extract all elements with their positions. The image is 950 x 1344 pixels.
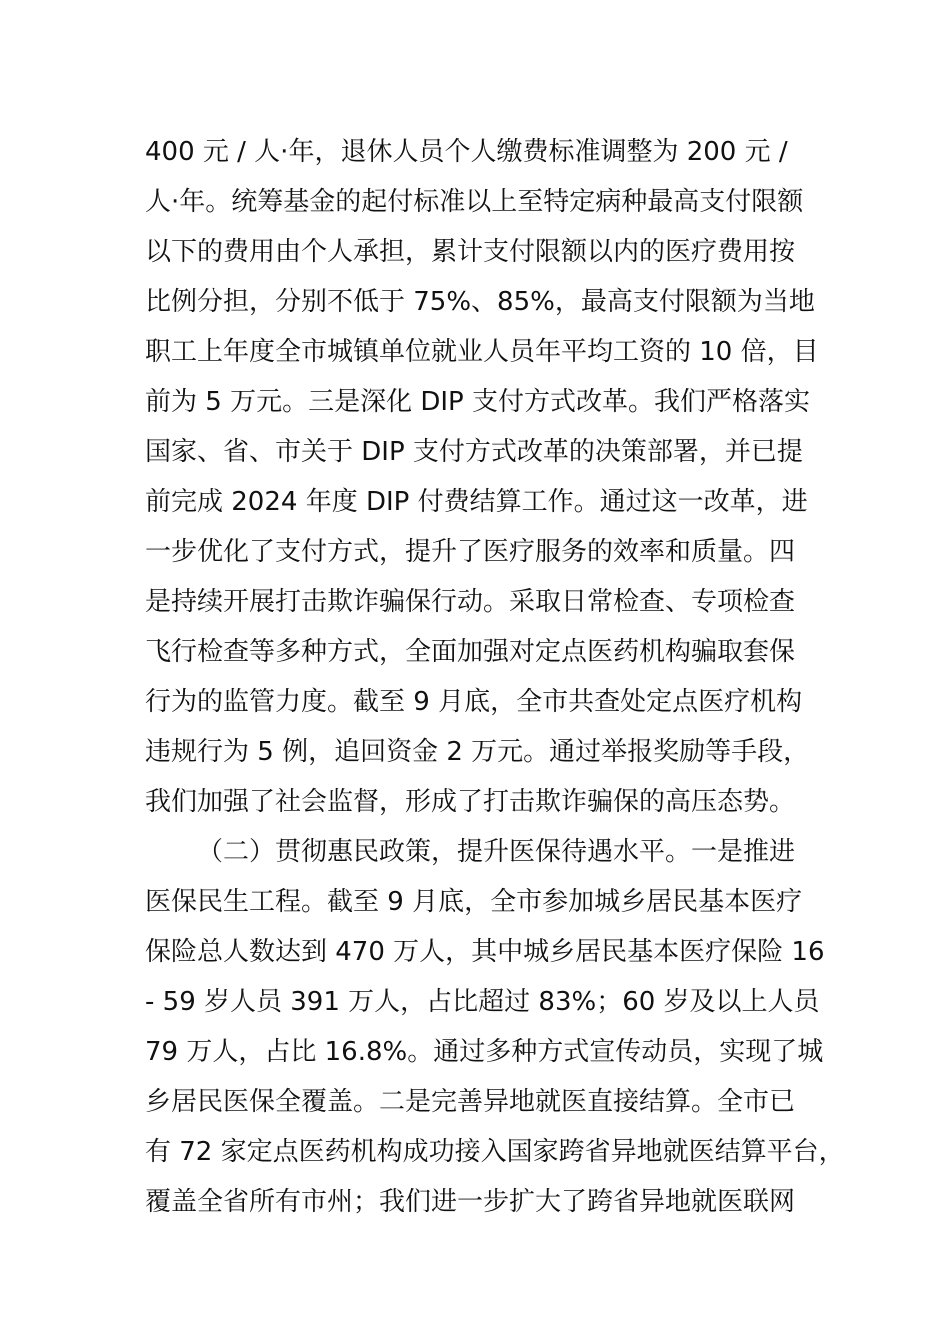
text-line: 乡居民医保全覆盖。二是完善异地就医直接结算。全市已 xyxy=(145,1087,796,1117)
text-line: 400 元 / 人·年，退休人员个人缴费标准调整为 200 元 / xyxy=(145,137,788,167)
text-line: 行为的监管力度。截至 9 月底，全市共查处定点医疗机构 xyxy=(145,687,803,717)
text-line: 人·年。统筹基金的起付标准以上至特定病种最高支付限额 xyxy=(145,187,804,217)
text-line: 是持续开展打击欺诈骗保行动。采取日常检查、专项检查 xyxy=(145,587,796,617)
text-line: 我们加强了社会监督，形成了打击欺诈骗保的高压态势。 xyxy=(145,787,796,817)
text-line: 医保民生工程。截至 9 月底，全市参加城乡居民基本医疗 xyxy=(145,887,803,917)
text-line: 79 万人，占比 16.8%。通过多种方式宣传动员，实现了城 xyxy=(145,1037,824,1067)
text-line: 前完成 2024 年度 DIP 付费结算工作。通过这一改革，进 xyxy=(145,487,808,517)
text-line: 以下的费用由个人承担，累计支付限额以内的医疗费用按 xyxy=(145,237,796,267)
text-line: 有 72 家定点医药机构成功接入国家跨省异地就医结算平台， xyxy=(145,1137,845,1167)
paragraph-start-line: （二）贯彻惠民政策，提升医保待遇水平。一是推进 xyxy=(197,837,796,867)
text-line: 前为 5 万元。三是深化 DIP 支付方式改革。我们严格落实 xyxy=(145,387,810,417)
text-line: 飞行检查等多种方式，全面加强对定点医药机构骗取套保 xyxy=(145,637,796,667)
text-line: 比例分担，分别不低于 75%、85%，最高支付限额为当地 xyxy=(145,287,815,317)
text-line: 保险总人数达到 470 万人，其中城乡居民基本医疗保险 16 xyxy=(145,937,825,967)
text-line: 违规行为 5 例，追回资金 2 万元。通过举报奖励等手段， xyxy=(145,737,810,767)
text-line: 职工上年度全市城镇单位就业人员年平均工资的 10 倍，目 xyxy=(145,337,819,367)
text-line: 覆盖全省所有市州；我们进一步扩大了跨省异地就医联网 xyxy=(145,1187,796,1217)
text-line: 一步优化了支付方式，提升了医疗服务的效率和质量。四 xyxy=(145,537,796,567)
text-line: 国家、省、市关于 DIP 支付方式改革的决策部署，并已提 xyxy=(145,437,803,467)
text-line: - 59 岁人员 391 万人，占比超过 83%；60 岁及以上人员 xyxy=(145,987,820,1017)
